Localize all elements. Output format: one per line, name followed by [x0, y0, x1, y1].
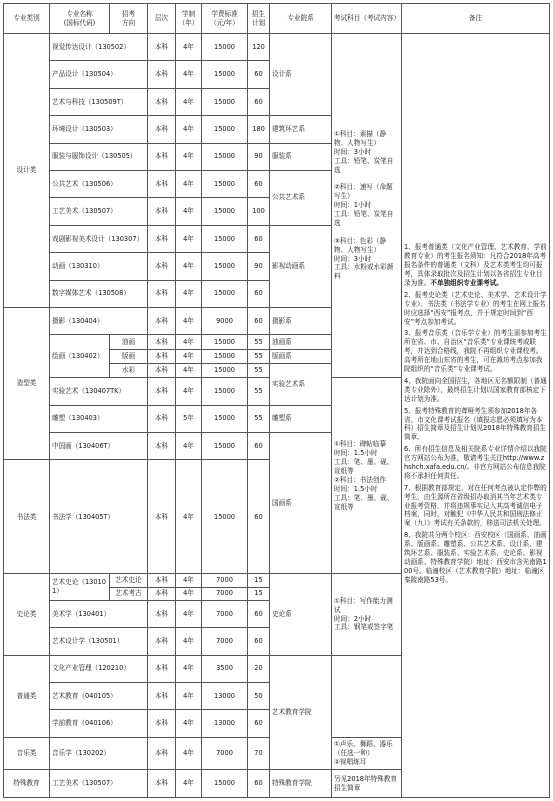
notes-list: [404, 243, 547, 584]
fee-cell: 15000: [202, 171, 248, 198]
plan-cell: 120: [248, 34, 270, 61]
plan-cell: 100: [248, 198, 270, 225]
header-fee: [202, 4, 248, 34]
plan-cell: 60: [248, 460, 270, 574]
fee-cell: 15000: [202, 349, 248, 363]
level-cell: 本科: [148, 61, 176, 88]
plan-cell: 55: [248, 335, 270, 349]
level-cell: 本科: [148, 171, 176, 198]
major-cell: 美术学（130401）: [50, 600, 148, 627]
plan-cell: 70: [248, 737, 270, 770]
dept-cell: 服装系: [270, 143, 332, 170]
note-item: [404, 329, 547, 373]
note-emphasis: 不单独组织专业课考试。: [430, 279, 503, 288]
plan-cell: 60: [248, 88, 270, 115]
note-item: [404, 445, 547, 481]
note-item: [404, 377, 547, 404]
direction-cell: 艺术考古: [110, 587, 148, 600]
years-cell: 4年: [176, 335, 202, 349]
note-text: 8、我院共分两个校区：西安校区（国画系、油画系、版画系、雕塑系、公共艺术系、设计系、建筑环艺系、服装系、实验艺术系、史论系、影视动画系、特殊教育学院）地址：西安市含光南路100号。临潼校区（艺术教育学院）地址：临潼区秦陵南路53号。: [404, 531, 547, 584]
major-cell: 动画（130310）: [50, 253, 148, 280]
header-exam: 考试科目（考试内容）: [332, 4, 402, 34]
header-plan: [248, 4, 270, 34]
plan-cell: 55: [248, 405, 270, 432]
major-cell: 音乐学（130202）: [50, 737, 148, 770]
years-cell: 4年: [176, 587, 202, 600]
level-cell: 本科: [148, 405, 176, 432]
years-cell: 4年: [176, 88, 202, 115]
header-major: [50, 4, 110, 34]
years-cell: 4年: [176, 628, 202, 655]
plan-cell: 60: [248, 600, 270, 627]
fee-cell: 15000: [202, 405, 248, 432]
level-cell: 本科: [148, 574, 176, 587]
fee-cell: 7000: [202, 600, 248, 627]
exam-cell: ①科目：写作能力测试 时间：2小时 工具：钢笔或签字笔: [332, 574, 402, 655]
fee-cell: 13000: [202, 710, 248, 737]
level-cell: 本科: [148, 363, 176, 377]
exam-cell: 另见2018年特殊教育招生简章: [332, 770, 402, 798]
table-row: [4, 34, 550, 61]
direction-cell: 艺术史论: [110, 574, 148, 587]
plan-cell: 60: [248, 308, 270, 335]
fee-cell: 15000: [202, 61, 248, 88]
years-cell: 4年: [176, 198, 202, 225]
level-cell: 本科: [148, 737, 176, 770]
plan-cell: 180: [248, 116, 270, 143]
level-cell: 本科: [148, 460, 176, 574]
header-direction-line2: 方向: [121, 18, 136, 27]
level-cell: 本科: [148, 433, 176, 460]
level-cell: 本科: [148, 34, 176, 61]
years-cell: 4年: [176, 574, 202, 587]
years-cell: 4年: [176, 683, 202, 710]
header-fee-line1: 学费标准: [211, 9, 238, 18]
level-cell: 本科: [148, 143, 176, 170]
plan-cell: 60: [248, 171, 270, 198]
fee-cell: 15000: [202, 378, 248, 405]
exam-cell: ①声乐、舞蹈、器乐（任选一种） ②视唱练耳: [332, 737, 402, 770]
header-plan-line1: 招生: [251, 9, 266, 18]
level-cell: 本科: [148, 600, 176, 627]
years-cell: 4年: [176, 363, 202, 377]
category-cell: 音乐类: [4, 737, 50, 770]
years-cell: 4年: [176, 280, 202, 307]
fee-cell: 7000: [202, 574, 248, 587]
major-cell: 文化产业管理（120210）: [50, 655, 148, 682]
header-row: [4, 4, 550, 34]
major-cell: 艺术史论（130101）: [50, 574, 110, 600]
level-cell: 本科: [148, 683, 176, 710]
plan-cell: 90: [248, 143, 270, 170]
header-plan-line2: 计划: [251, 18, 266, 27]
major-cell: 视觉传达设计（130502）: [50, 34, 148, 61]
level-cell: 本科: [148, 225, 176, 252]
exam-cell-empty: [332, 655, 402, 737]
header-category: 专业类别: [4, 4, 50, 34]
fee-cell: 3500: [202, 655, 248, 682]
header-dept: 专业院系: [270, 4, 332, 34]
direction-cell: 版画: [110, 349, 148, 363]
fee-cell: 15000: [202, 433, 248, 460]
fee-cell: 15000: [202, 363, 248, 377]
major-cell: 戏剧影视美术设计（130307）: [50, 225, 148, 252]
dept-cell: 版画系: [270, 349, 332, 363]
major-cell: 环境设计（130503）: [50, 116, 148, 143]
notes-cell: [402, 34, 550, 798]
plan-cell: 55: [248, 349, 270, 363]
category-cell: 史论类: [4, 574, 50, 655]
header-years: [176, 4, 202, 34]
admission-plan-table: [3, 3, 550, 798]
category-cell: 造型类: [4, 308, 50, 460]
dept-cell: 艺术教育学院: [270, 655, 332, 770]
major-cell: 服装与服饰设计（130505）: [50, 143, 148, 170]
plan-cell: 55: [248, 378, 270, 405]
fee-cell: 15000: [202, 198, 248, 225]
plan-cell: 60: [248, 628, 270, 655]
years-cell: 4年: [176, 34, 202, 61]
major-cell: 公共艺术（130506）: [50, 171, 148, 198]
fee-cell: 15000: [202, 34, 248, 61]
plan-cell: 90: [248, 253, 270, 280]
years-cell: 4年: [176, 770, 202, 798]
major-cell: 艺术设计学（130501）: [50, 628, 148, 655]
major-cell: 艺术教育（040105）: [50, 683, 148, 710]
years-cell: 4年: [176, 710, 202, 737]
years-cell: 5年: [176, 405, 202, 432]
note-text: 5、报考特殊教育的聋哑考生须参加2018年各省、市文化课考试报名（填报志愿必须填写为本科）招生简章及招生计划见2018年特殊教育招生简章。: [404, 406, 547, 442]
dept-cell: 国画系: [270, 433, 332, 574]
major-cell: 数字媒体艺术（130508）: [50, 280, 148, 307]
header-years-line2: （年）: [178, 18, 199, 27]
fee-cell: 15000: [202, 116, 248, 143]
plan-cell: 60: [248, 433, 270, 460]
dept-cell: 油画系: [270, 335, 332, 349]
note-item: [404, 407, 547, 443]
plan-cell: 55: [248, 363, 270, 377]
level-cell: 本科: [148, 710, 176, 737]
fee-cell: 15000: [202, 335, 248, 349]
level-cell: 本科: [148, 349, 176, 363]
major-cell: 中国画（130406T）: [50, 433, 148, 460]
level-cell: 本科: [148, 655, 176, 682]
fee-cell: 13000: [202, 683, 248, 710]
note-item: [404, 243, 547, 287]
header-major-line1: 专业名称: [66, 9, 93, 18]
level-cell: 本科: [148, 88, 176, 115]
dept-cell: 建筑环艺系: [270, 116, 332, 143]
plan-cell: 20: [248, 655, 270, 682]
level-cell: 本科: [148, 280, 176, 307]
fee-cell: 15000: [202, 88, 248, 115]
years-cell: 4年: [176, 655, 202, 682]
header-direction-line1: 招考: [121, 9, 136, 18]
note-text: 1、报考普通类（文化产业管理、艺术教育、学前教育专业）的考生报名须知：凡符合2018年高考报名条件的普通类（文科）及艺术类考生均可报考，具体录取批次及招生计划以各省招生专业目录为准。: [404, 243, 547, 288]
plan-cell: 60: [248, 225, 270, 252]
note-item: [404, 531, 547, 584]
dept-cell: 雕塑系: [270, 405, 332, 432]
years-cell: 4年: [176, 737, 202, 770]
plan-cell: 15: [248, 574, 270, 587]
dept-cell: 摄影系: [270, 308, 332, 335]
major-cell: 艺术与科技（130509T）: [50, 88, 148, 115]
major-cell: 学前教育（040106）: [50, 710, 148, 737]
level-cell: 本科: [148, 378, 176, 405]
header-notes: 备注: [402, 4, 550, 34]
dept-cell: 特殊教育学院: [270, 770, 332, 798]
header-direction: [110, 4, 148, 34]
years-cell: 4年: [176, 460, 202, 574]
fee-cell: 7000: [202, 737, 248, 770]
dept-cell: 影视动画系: [270, 225, 332, 307]
note-text: 4、我院面向全国招生，各地区无名额限制（普通类专业除外），最终招生计划以国家教育部核定下达计划为准。: [404, 376, 547, 403]
major-cell: 实验艺术（130407TK）: [50, 378, 148, 405]
note-item: [404, 484, 547, 528]
major-cell: 摄影（130404）: [50, 308, 148, 335]
direction-cell: 水彩: [110, 363, 148, 377]
fee-cell: 15000: [202, 770, 248, 798]
note-text: 3、报考音乐类（音乐学专业）的考生需参加考生所在省、市、自治区“音乐类”专业课统考或联考，并达到合格线，我院不再组织专业课校考。高考所在地山东省的考生，可在潍坊考点参加我院组织的“音乐类”专业课考试。: [404, 329, 547, 374]
fee-cell: 7000: [202, 628, 248, 655]
major-cell: 产品设计（130504）: [50, 61, 148, 88]
level-cell: 本科: [148, 253, 176, 280]
level-cell: 本科: [148, 587, 176, 600]
exam-cell: ①科目：碑帖临摹 时间：1.5小时 工具：笔、墨、砚、宣纸等 ②科目：书法创作 时间：1.5小时 工具：笔、墨、砚、宣纸等: [332, 378, 402, 574]
fee-cell: 9000: [202, 308, 248, 335]
header-fee-line2: （元/年）: [210, 18, 239, 27]
plan-cell: 60: [248, 61, 270, 88]
years-cell: 4年: [176, 433, 202, 460]
fee-cell: 15000: [202, 460, 248, 574]
note-text: 7、根据教育部规定，对在任何考点被认定作弊的考生，由生源所在省级招办取消其当年艺术类专业报考资格，并将违规事实记入其高考诚信电子档案，同时，对触犯《中华人民共和国刑法修正案（九）》考试有关条款的，移送司法机关处理。: [404, 483, 547, 528]
plan-cell: 60: [248, 280, 270, 307]
years-cell: 4年: [176, 225, 202, 252]
years-cell: 4年: [176, 378, 202, 405]
major-cell: 工艺美术（130507）: [50, 770, 148, 798]
years-cell: 4年: [176, 349, 202, 363]
note-text: 2、报考史论类（艺术史论、美术学、艺术设计学专业）、书法类（书法学专业）的考生在网上报名时应选择“西安”报考点，并于规定时间到“西安”考点参加考试。: [404, 290, 547, 326]
level-cell: 本科: [148, 116, 176, 143]
fee-cell: 15000: [202, 225, 248, 252]
header-level: 层次: [148, 4, 176, 34]
note-item: [404, 291, 547, 327]
level-cell: 本科: [148, 198, 176, 225]
category-cell: 普通类: [4, 655, 50, 737]
dept-cell: 实验艺术系: [270, 363, 332, 405]
dept-cell: 设计系: [270, 34, 332, 116]
plan-cell: 60: [248, 770, 270, 798]
years-cell: 4年: [176, 171, 202, 198]
level-cell: 本科: [148, 770, 176, 798]
category-cell: 书法类: [4, 460, 50, 574]
fee-cell: 15000: [202, 280, 248, 307]
major-cell: 工艺美术（130507）: [50, 198, 148, 225]
direction-cell: 油画: [110, 335, 148, 349]
plan-cell: 50: [248, 683, 270, 710]
admission-plan-table-frame: [3, 3, 549, 798]
years-cell: 4年: [176, 253, 202, 280]
major-cell: 书法学（130405T）: [50, 460, 148, 574]
category-cell: 设计类: [4, 34, 50, 308]
fee-cell: 15000: [202, 143, 248, 170]
plan-cell: 15: [248, 587, 270, 600]
category-cell: 特殊教育: [4, 770, 50, 798]
years-cell: 4年: [176, 116, 202, 143]
dept-cell: 公共艺术系: [270, 171, 332, 226]
years-cell: 4年: [176, 61, 202, 88]
plan-cell: 60: [248, 710, 270, 737]
years-cell: 4年: [176, 308, 202, 335]
dept-cell: 史论系: [270, 574, 332, 655]
fee-cell: 15000: [202, 253, 248, 280]
years-cell: 4年: [176, 600, 202, 627]
level-cell: 本科: [148, 335, 176, 349]
header-years-line1: 学制: [181, 9, 196, 18]
fee-cell: 7000: [202, 587, 248, 600]
level-cell: 本科: [148, 628, 176, 655]
header-major-line2: (国标代码): [63, 18, 96, 27]
years-cell: 4年: [176, 143, 202, 170]
note-text: 6、所有招生信息及相关院系专业详情介绍以我院官方网站公布为准，敬请考生关注http://www.zhshch.xafa.edu.cn/。非官方网站公布信息我院将不承担任何责任。: [404, 445, 547, 480]
level-cell: 本科: [148, 308, 176, 335]
exam-cell: ①科目：素描（静物、人物写生） 时间：3小时 工具：铅笔、炭笔自选 ②科目：速写（命题写生） 时间：1小时 工具：铅笔、炭笔自选 ③科目：色彩（静物、人物写生） 时间：3小时 工具：水粉或水彩颜料: [332, 34, 402, 378]
major-cell: 绘画（130402）: [50, 335, 110, 378]
major-cell: 雕塑（130403）: [50, 405, 148, 432]
